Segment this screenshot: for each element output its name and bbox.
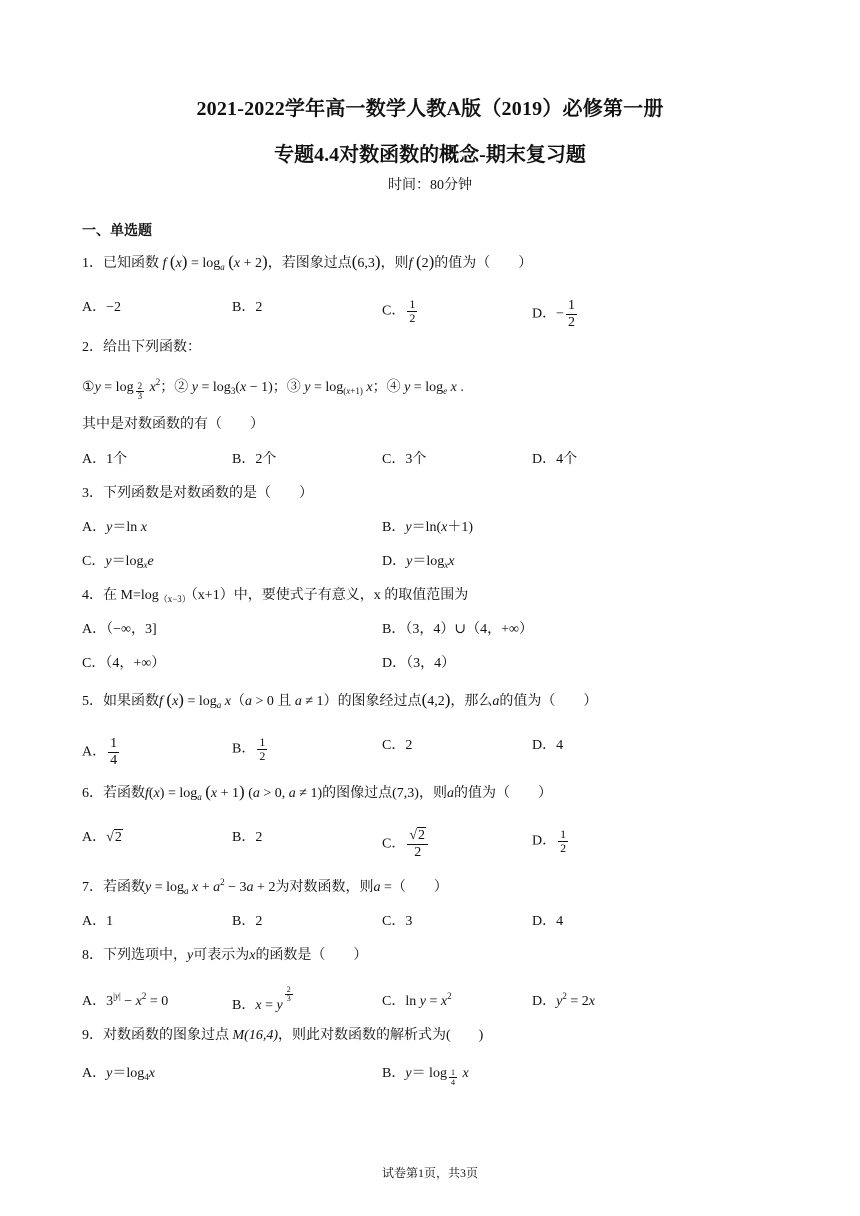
q9-option-a: A．$y=\log_4x$ [82, 1066, 155, 1082]
q6-option-c: C． $\frac{√2}{2}$ [382, 828, 430, 861]
q1-option-b: B．2 [232, 300, 263, 315]
q2-option-c: C．3个 [382, 452, 427, 467]
question-3-options-row2 [82, 552, 782, 576]
q8-option-a: A．$3^{|y|} - x^2 = 0$ [82, 991, 169, 1009]
q7-option-b: B．2 [232, 914, 263, 929]
question-2-functions: ①y = log $\frac{2}{3}$ $x^2$；② $y = \log_3(x - 1)$；③ $y = \log_{(x+1)} x$；④ $y = \log_e x$ . [82, 377, 464, 401]
q6-point: (7,3) [392, 786, 419, 801]
q3-option-b: B．y＝ln(x＋1) [382, 520, 474, 535]
question-8-options [82, 985, 782, 1013]
q2-option-d: D．4个 [532, 452, 578, 467]
question-1-options [82, 297, 782, 330]
question-2-options [82, 450, 782, 474]
q1-f2: f (2) [408, 252, 435, 271]
q8-option-c: C．$\ln y = x^2$ [382, 991, 452, 1009]
question-5-options [82, 735, 782, 768]
q7-option-d: D．4 [532, 914, 564, 929]
q5-point: (4,2) [421, 690, 451, 709]
q6-option-a: A．√2 [82, 830, 122, 845]
question-4-options-row1 [82, 620, 782, 644]
question-8-stem: 8．下列选项中，y可表示为x的函数是（ ） [82, 948, 368, 963]
q1-option-c: C． $\frac{1}{2}$ [382, 297, 416, 325]
q4-option-d: D．（3，4） [382, 656, 456, 671]
question-7-stem: 7．若函数$y = \log_a x + a^2 - 3a + 2$为对数函数，则a =（ ） [82, 877, 448, 896]
q4-option-c: C．（4，+∞） [82, 656, 166, 671]
question-4-stem: 4．在 $M=\log_{(x-3)}(x+1)$中，要使式子有意义，x 的取值范围为 [82, 588, 469, 604]
question-2-conclusion: 其中是对数函数的有（ ） [82, 417, 264, 432]
exam-time: 时间：80分钟 [388, 178, 472, 193]
q9-option-b: B．y＝ log $\frac{1}{4}$ x [382, 1066, 469, 1087]
q7-option-a: A．1 [82, 914, 114, 929]
q3-option-c: C．$y=\log_xe$ [82, 554, 154, 570]
q3-option-d: D．$y=\log_xx$ [382, 554, 455, 570]
q1-point: (6,3) [351, 252, 381, 271]
question-9-stem: 9．对数函数的图象过点 M(16,4)，则此对数函数的解析式为( ) [82, 1028, 484, 1043]
q5-option-a: A． $\frac{1}{4}$ [82, 736, 118, 768]
q7-function-formula: $y = \log_a x + a^2 - 3a + 2$ [145, 877, 276, 896]
q7-option-c: C．3 [382, 914, 413, 929]
question-7-options [82, 912, 782, 936]
question-3-stem: 3．下列函数是对数函数的是（ ） [82, 486, 313, 501]
q1-function-formula: f $(x) = \log_a (x + 2)$ [162, 252, 268, 272]
q5-option-c: C．2 [382, 738, 413, 753]
question-3-options-row1 [82, 518, 782, 542]
q3-option-a: A．y＝ln x [82, 520, 147, 535]
question-5-stem: 5．如果函数f $(x) = \log_a x(a > 0$ 且 a ≠ 1）的图象经过点(4,2)，那么a的值为（ ） [82, 690, 598, 710]
question-9-options [82, 1064, 782, 1088]
question-6-options [82, 827, 782, 860]
q4-option-a: A．（−∞，3] [82, 622, 157, 637]
exam-subtitle: 专题4.4对数函数的概念-期末复习题 [274, 144, 586, 166]
q2-option-a: A．1个 [82, 452, 128, 467]
q5-option-b: B． $\frac{1}{2}$ [232, 735, 266, 763]
q1-option-d: D．− $\frac{1}{2}$ [532, 298, 576, 330]
q5-option-d: D．4 [532, 738, 564, 753]
q8-option-b: B．x = y $^{\frac{2}{3}}$ [232, 985, 291, 1013]
q6-function-formula: $f(x) = \log_a (x + 1) (a > 0$, a ≠ 1) [145, 782, 323, 802]
q2-option-b: B．2个 [232, 452, 277, 467]
q8-option-d: D．$y^2 = 2x$ [532, 991, 595, 1009]
q5-function-formula: f $(x) = \log_a x(a > 0$ 且 a ≠ 1） [159, 690, 338, 710]
question-4-options-row2 [82, 654, 782, 678]
q6-option-b: B．2 [232, 830, 263, 845]
q1-option-a: A．−2 [82, 300, 122, 315]
exam-title: 2021-2022学年高一数学人教A版（2019）必修第一册 [196, 98, 664, 120]
section-title: 一、单选题 [82, 224, 152, 239]
q4-option-b: B．（3，4）∪（4，+∞） [382, 622, 533, 637]
page-footer: 试卷第1页，共3页 [381, 1166, 478, 1180]
question-2-stem: 2．给出下列函数： [82, 340, 201, 355]
q6-option-d: D． $\frac{1}{2}$ [532, 827, 567, 855]
question-6-stem: 6．若函数$f(x) = \log_a (x + 1) (a > 0$, a ≠ 1)的图像过点(7,3)，则a的值为（ ） [82, 782, 552, 802]
question-1-stem: 1．已知函数 f $(x) = \log_a (x + 2)$，若图象过点(6,3)，则f (2)的值为（ ） [82, 252, 533, 272]
